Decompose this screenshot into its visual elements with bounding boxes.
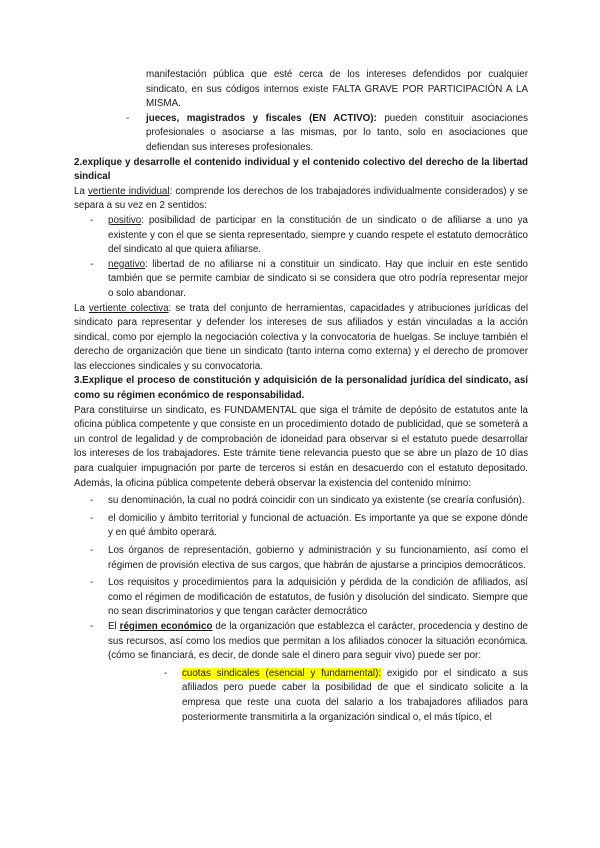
regimen-economico-bullet bbox=[74, 620, 528, 664]
section-3-intro: Para constituirse un sindicato, es FUNDAMENTAL que siga el trámite de depósito de estatutos ante la oficina pública competente y que consiste en un procedimiento dotado de publicidad, que se someterá a un control de legalidad y de comprobación de idoneidad para observar si el estatuto puede desarrollar los intereses de los trabajadores. Este trámite tiene relevancia puesto que se abre un plazo de 10 días para cualquier impugnación por parte de terceros si están en desacuerdo con el estatuto depositado. Además, la oficina pública competente deberá observar la existencia del contenido mínimo: bbox=[74, 404, 528, 489]
section-3-heading: 3.Explique el proceso de constitución y adquisición de la personalidad jurídica del sindicato, así como su régimen económico de responsabilidad. bbox=[74, 375, 528, 402]
vertiente-individual-paragraph bbox=[74, 185, 528, 214]
vertiente-individual-text: : comprende los derechos de los trabajadores individualmente considerados) y se separa a su vez en 2 sentidos: bbox=[74, 185, 528, 212]
lead-text: La bbox=[74, 302, 89, 314]
cuotas-sindicales-highlight: cuotas sindicales (esencial y fundamental): bbox=[182, 667, 382, 679]
vertiente-colectiva-term: vertiente colectiva bbox=[88, 302, 169, 314]
negativo-bullet bbox=[74, 258, 528, 302]
negativo-term: negativo bbox=[108, 258, 146, 270]
bullet-dash: - bbox=[90, 545, 94, 556]
cuotas-sindicales-bullet bbox=[74, 667, 528, 725]
vertiente-individual-term: vertiente individual bbox=[88, 185, 170, 197]
negativo-text: : libertad de no afiliarse ni a constituir un sindicato. Hay que incluir en este sentido también que se permite cambiar de sindicato si se considera que otro podría representar mejor o solo abandonar. bbox=[108, 258, 528, 299]
list-item-text: su denominación, la cual no podrá coincidir con un sindicato ya existente (se crearía confusión). bbox=[108, 495, 525, 507]
continuation-paragraph: manifestación pública que esté cerca de los intereses defendidos por cualquier sindicato, en sus códigos internos existe FALTA GRAVE POR PARTICIPACIÓN A LA MISMA. bbox=[146, 69, 528, 110]
list-item-text: el domicilio y ámbito territorial y funcional de actuación. Es importante ya que se expone dónde y en qué ámbito operará. bbox=[108, 512, 528, 539]
bullet-dash: - bbox=[90, 258, 94, 270]
list-item-text: Los órganos de representación, gobierno y administración y su funcionamiento, así como el régimen de provisión electiva de sus cargos, que habrán de ajustarse a principios democráticos. bbox=[108, 545, 528, 571]
vertiente-colectiva-paragraph bbox=[74, 302, 528, 375]
list-item bbox=[74, 576, 528, 620]
positivo-term: positivo bbox=[108, 214, 142, 226]
bullet-dash: - bbox=[90, 495, 94, 507]
bullet-dash: - bbox=[90, 214, 94, 226]
bullet-dash: - bbox=[90, 620, 94, 632]
regimen-economico-text: de la organización que establezca el carácter, procedencia y destino de sus recursos, así como los medios que permitan a los afiliados conocer la situación económica. (cómo se financiará, es decir, de donde sale el dinero para seguir vivo) puede ser por: bbox=[108, 620, 528, 662]
lead-text: El bbox=[108, 620, 120, 632]
list-item-text: Los requisitos y procedimientos para la adquisición y pérdida de la condición de afiliados, así como el régimen de modificación de estatutos, de fusión y disolución del sindicato. Siempre que no sean discriminatorios y que tengan carácter democrático bbox=[108, 577, 528, 618]
regimen-economico-term: régimen económico bbox=[119, 620, 213, 632]
bullet-dash: - bbox=[90, 512, 94, 524]
positivo-bullet bbox=[74, 214, 528, 258]
bullet-dash: - bbox=[90, 577, 94, 589]
jueces-bold-term: jueces, magistrados y fiscales (EN ACTIVO): bbox=[146, 112, 377, 124]
jueces-text: pueden constituir asociaciones profesionales o asociarse a las mismas, por lo tanto, solo en asociaciones que defiendan sus intereses profesionales. bbox=[146, 112, 528, 153]
cuotas-sindicales-text: exigido por el sindicato a sus afiliados pero puede caber la posibilidad de que el sindicato solicite a la empresa que reste una cuota del salario a los trabajadores afiliados para posteriormente transmitirla a la organización sindical o, el más típico, el bbox=[182, 667, 528, 723]
jueces-bullet bbox=[74, 112, 528, 156]
document-body bbox=[74, 68, 528, 725]
list-item bbox=[74, 512, 528, 541]
bullet-dash: - bbox=[126, 112, 130, 124]
vertiente-colectiva-text: : se trata del conjunto de herramientas, capacidades y atribuciones jurídicas del sindicato para representar y defender los intereses de sus afiliados y están vinculadas a la acción sindical, como por ejemplo la negociación colectiva y la convocatoria de huelgas. Se incluye también el derecho de organización que tiene un sindicato (tanto interna como externa) y el derecho de promover las elecciones sindicales y su convocatoria. bbox=[74, 302, 528, 372]
list-item bbox=[74, 494, 528, 509]
lead-text: La bbox=[74, 185, 89, 197]
positivo-text: : posibilidad de participar en la constitución de un sindicato o de afiliarse a uno ya existente y con el que se sienta representado, siempre y cuando respete el estatuto democrático del sindicato al que quiera afiliarse. bbox=[108, 214, 528, 256]
bullet-dash: - bbox=[164, 667, 168, 679]
section-2-heading: 2.explique y desarrolle el contenido individual y el contenido colectivo del derecho de la libertad sindical bbox=[74, 156, 528, 183]
list-item bbox=[74, 544, 528, 573]
